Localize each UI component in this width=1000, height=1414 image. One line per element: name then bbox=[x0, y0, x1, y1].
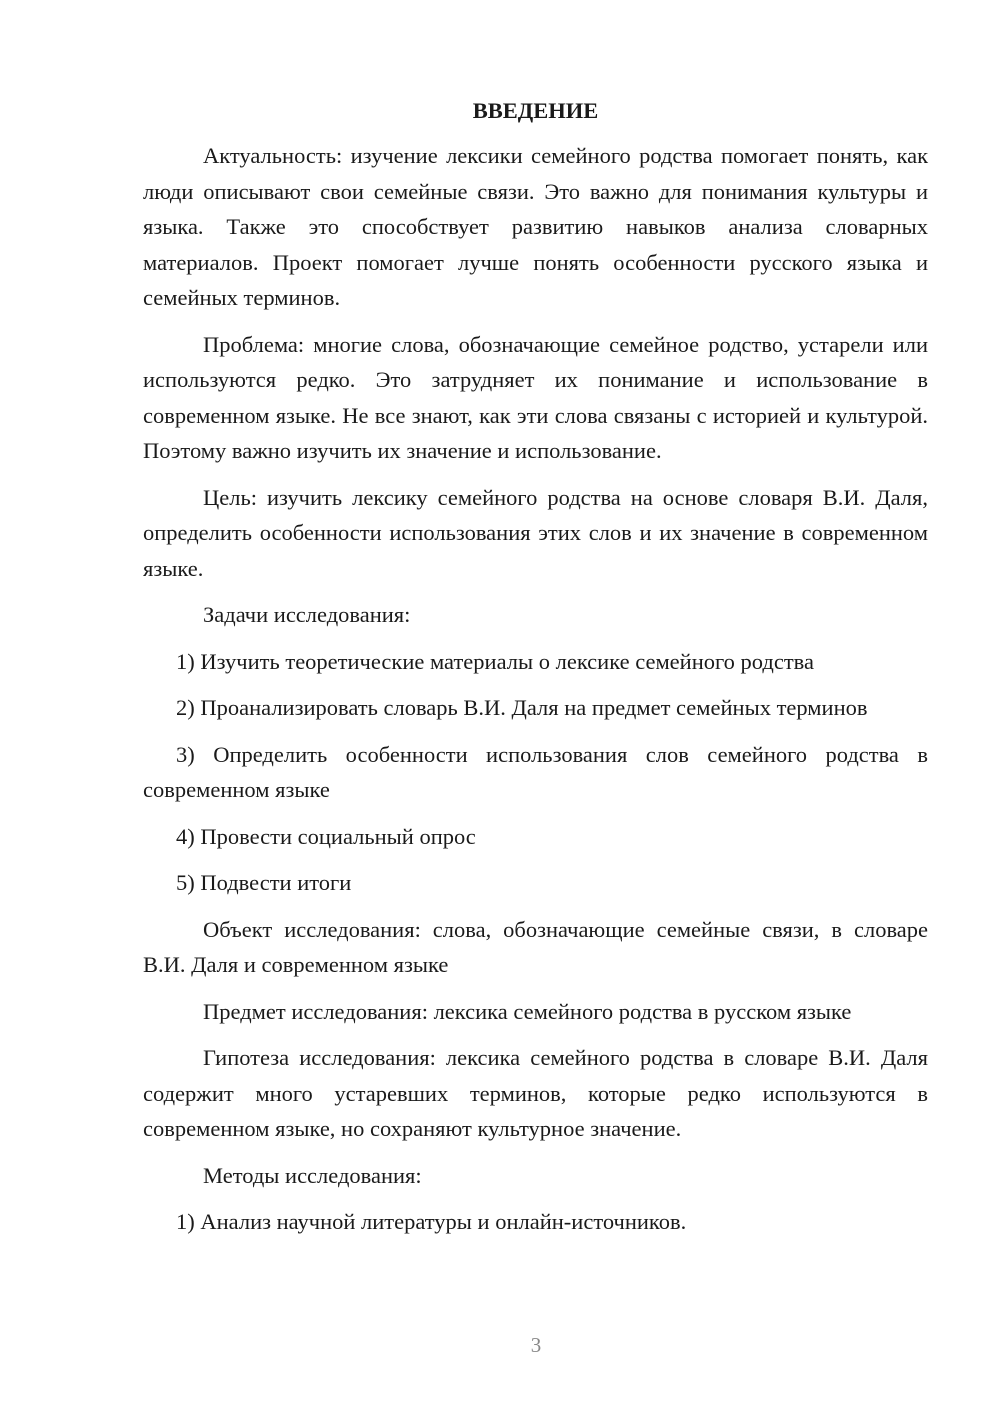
list-item-task-1: 1) Изучить теоретические материалы о лексике семейного родства bbox=[176, 648, 814, 674]
list-item-task-4: 4) Провести социальный опрос bbox=[176, 823, 476, 849]
paragraph-hypothesis: Гипотеза исследования: лексика семейного родства в словаре В.И. Даля содержит много устаревших терминов, которые редко используются в современном языке, но сохраняют культурное значение. bbox=[143, 1045, 928, 1141]
paragraph-problem: Проблема: многие слова, обозначающие семейное родство, устарели или используются редко. Это затрудняет их понимание и использование в современном языке. Не все знают, как эти слова связаны с историей и культурой. Поэтому важно изучить их значение и использование. bbox=[143, 331, 928, 463]
list-item-task-2: 2) Проанализировать словарь В.И. Даля на предмет семейных терминов bbox=[176, 695, 868, 720]
paragraph-object: Объект исследования: слова, обозначающие семейные связи, в словаре В.И. Даля и современном языке bbox=[143, 916, 928, 977]
page-title: ВВЕДЕНИЕ bbox=[472, 98, 599, 123]
list-item-method-1: 1) Анализ научной литературы и онлайн-источников. bbox=[176, 1209, 687, 1234]
document-page bbox=[143, 93, 928, 1251]
paragraph-subject: Предмет исследования: лексика семейного родства в русском языке bbox=[203, 998, 852, 1024]
paragraph-relevance: Актуальность: изучение лексики семейного родства помогает понять, как люди описывают свои семейные связи. Это важно для понимания культуры и языка. Также это способствует развитию навыков анализа словарных материалов. Проект помогает лучше понять особенности русского языка и семейных терминов. bbox=[143, 143, 928, 310]
page-number: 3 bbox=[530, 1333, 542, 1357]
paragraph-methods-heading: Методы исследования: bbox=[203, 1162, 422, 1188]
list-item-task-3: 3) Определить особенности использования слов семейного родства в современном языке bbox=[143, 741, 928, 802]
list-item-task-5: 5) Подвести итоги bbox=[176, 870, 352, 895]
paragraph-tasks-heading: Задачи исследования: bbox=[203, 602, 411, 627]
paragraph-goal: Цель: изучить лексику семейного родства на основе словаря В.И. Даля, определить особенности использования этих слов и их значение в современном языке. bbox=[143, 484, 928, 581]
